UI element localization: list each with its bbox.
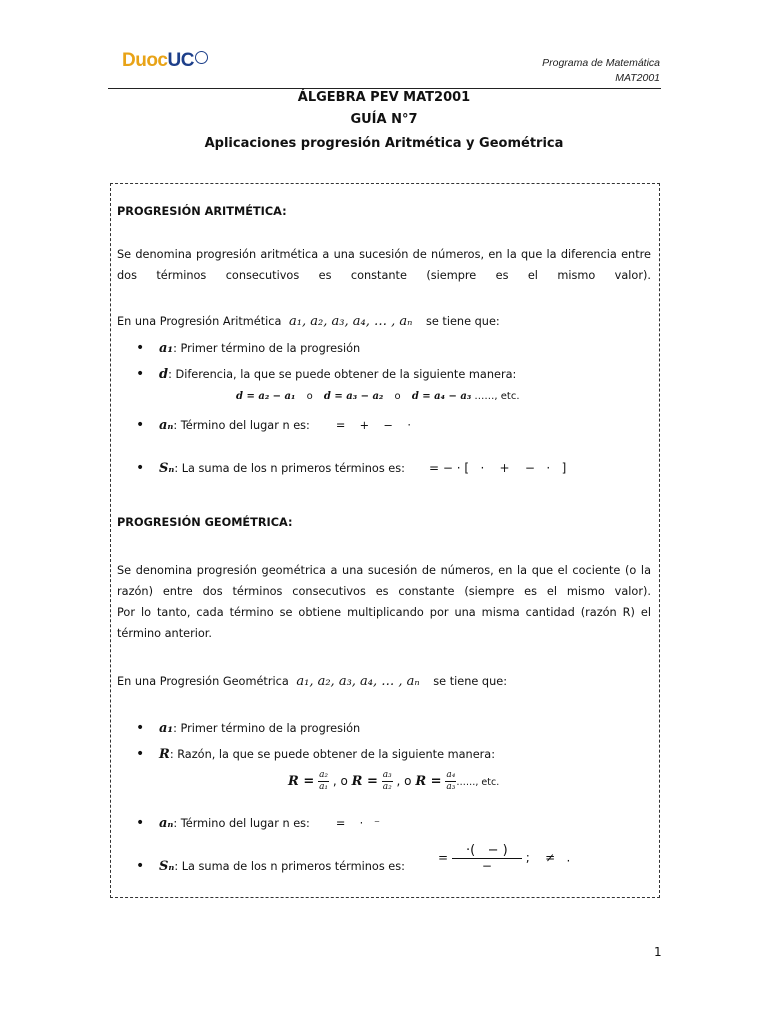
bullet-icon: •: [136, 417, 145, 433]
bullet-icon: •: [136, 746, 145, 762]
course-code: MAT2001: [615, 72, 660, 84]
ratio-formulas: R = $\frac{\text{a₂}}{\text{a₁}}$ , o R = $\frac{\text{a₃}}{\text{a₂}}$ , o R = $\frac{\text{a₄}}{\text{a₃}}$ ……, etc.: [288, 770, 500, 792]
geom-def-1: Se denomina progresión geométrica a una sucesión de números, en la que el cociente (o la: [117, 564, 651, 577]
arith-item-sn: Sₙ: La suma de los n primeros términos es: = − · [ · + − · ]: [159, 461, 567, 476]
geom-intro: En una Progresión Geométrica a₁, a₂, a₃, a₄, … , aₙ se tiene que:: [117, 674, 508, 689]
geom-heading: PROGRESIÓN GEOMÉTRICA:: [117, 516, 293, 529]
arith-intro: En una Progresión Aritmética a₁, a₂, a₃, a₄, … , aₙ se tiene que:: [117, 314, 500, 329]
arith-item-an: aₙ: Término del lugar n es: = + − ·: [159, 418, 411, 433]
geom-item-sn: Sₙ: La suma de los n primeros términos es:: [159, 859, 405, 874]
geom-def-3: Por lo tanto, cada término se obtiene multiplicando por una misma cantidad (razón R) el: [117, 606, 651, 619]
header-rule: [108, 88, 661, 89]
arith-item-d: d: Diferencia, la que se puede obtener de la siguiente manera:: [159, 367, 517, 382]
guide-number: GUÍA N°7: [350, 112, 418, 127]
geom-def-4: término anterior.: [117, 627, 212, 640]
bullet-icon: •: [136, 340, 145, 356]
geom-sum-formula: = ·( − ) − ; ≠ .: [438, 843, 571, 873]
arith-item-a1: a₁: Primer término de la progresión: [159, 341, 361, 356]
geom-item-an: aₙ: Término del lugar n es: = · ⁻: [159, 816, 380, 831]
arith-heading: PROGRESIÓN ARITMÉTICA:: [117, 205, 287, 218]
bullet-icon: •: [136, 858, 145, 874]
arith-def-1: Se denomina progresión aritmética a una sucesión de números, en la que la diferencia entre: [117, 248, 651, 261]
globe-icon: [195, 51, 208, 64]
program-name: Programa de Matemática: [542, 57, 660, 69]
bullet-icon: •: [136, 460, 145, 476]
diff-formulas: d = a₂ − a₁ o d = a₃ − a₂ o d = a₄ − a₃ ……, etc.: [236, 391, 520, 402]
geom-item-a1: a₁: Primer término de la progresión: [159, 721, 361, 736]
guide-subtitle: Aplicaciones progresión Aritmética y Geométrica: [204, 136, 564, 151]
geom-def-2: razón) entre dos términos consecutivos es constante (siempre es el mismo valor).: [117, 585, 651, 598]
duocuc-logo: DuocUC: [122, 50, 208, 72]
page-title: ÁLGEBRA PEV MAT2001: [297, 90, 471, 105]
bullet-icon: •: [136, 720, 145, 736]
bullet-icon: •: [136, 366, 145, 382]
geom-item-r: R: Razón, la que se puede obtener de la siguiente manera:: [159, 747, 496, 762]
arith-def-2: dos términos consecutivos es constante (siempre es el mismo valor).: [117, 269, 651, 282]
bullet-icon: •: [136, 815, 145, 831]
page-number: 1: [654, 945, 662, 959]
